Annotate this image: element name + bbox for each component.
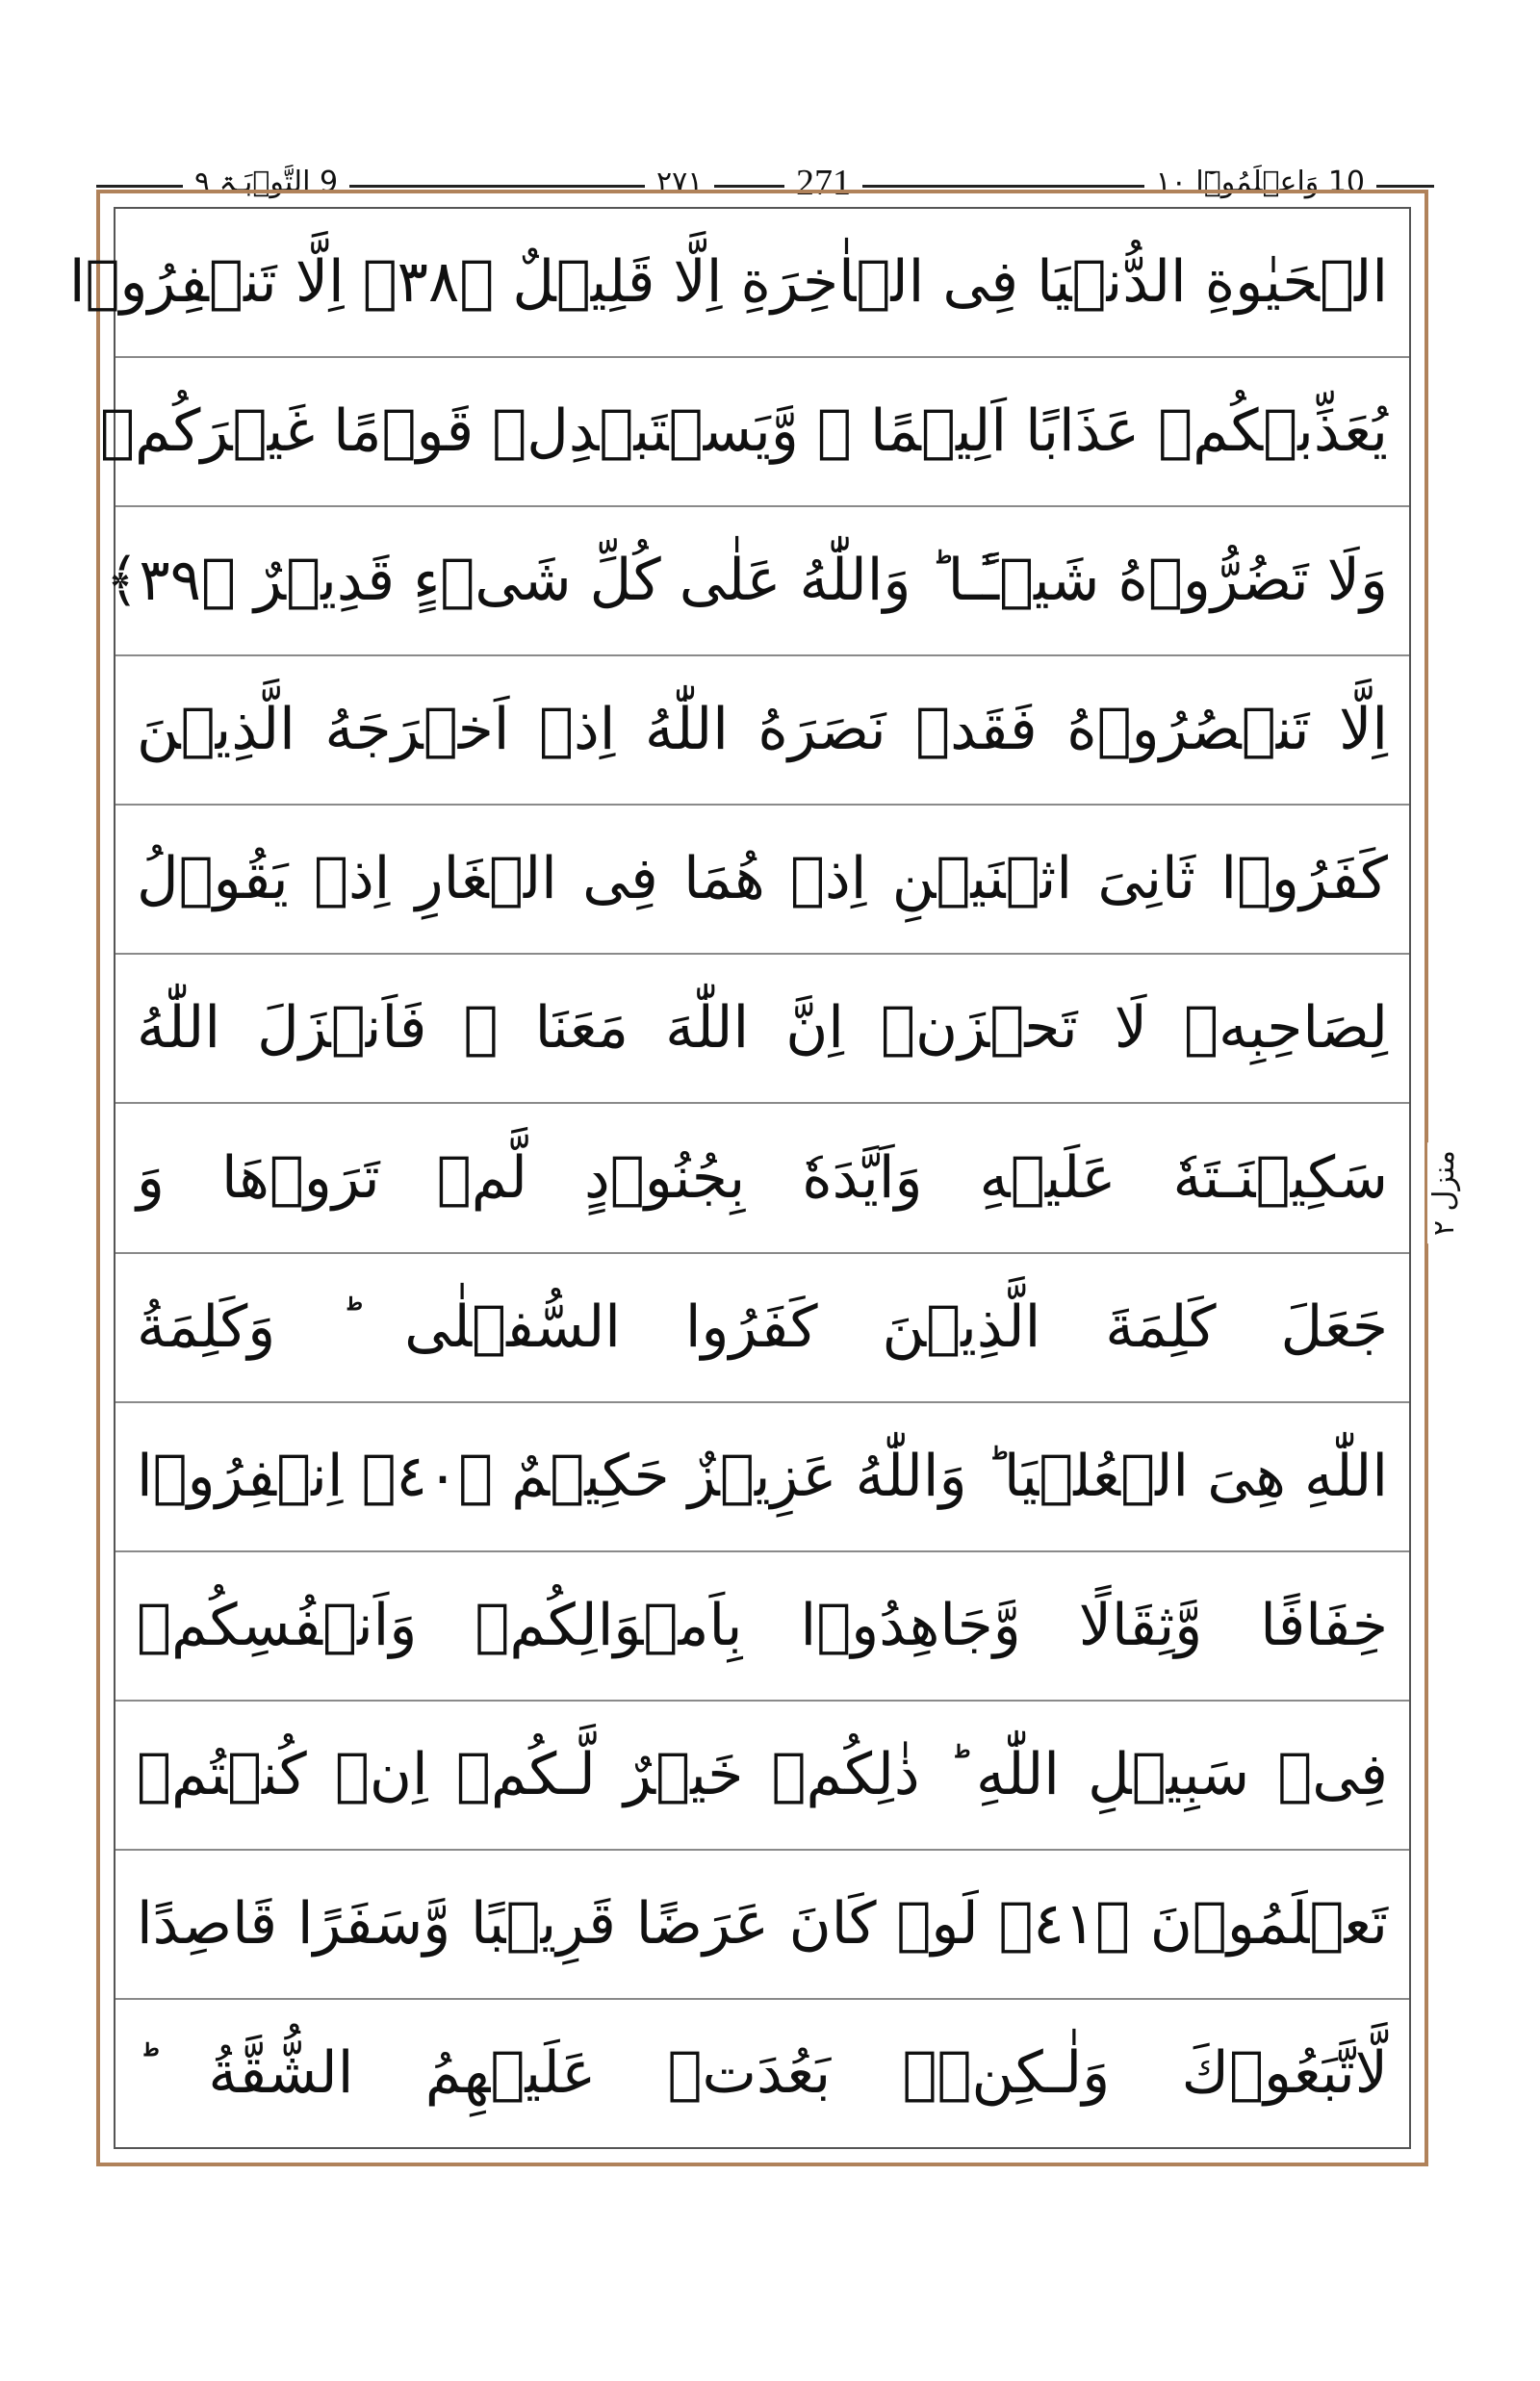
- verse-text: وَلَا تَضُرُّوۡهُ شَيۡـًٔـا ؕ وَاللّٰهُ عَلٰى كُلِّ شَىۡءٍ قَدِيۡرٌ ﴿٣٩﴾: [105, 547, 1388, 615]
- text-line: [116, 656, 1409, 806]
- verse-text: تَعۡلَمُوۡنَ ﴿٤١﴾ لَوۡ كَانَ عَرَضًا قَرِيۡبًا وَّسَفَرًا قَاصِدًا: [137, 1889, 1389, 1958]
- text-line: [68, 209, 1409, 358]
- text-line: [116, 1702, 1409, 1851]
- manzil-marker: [1423, 1107, 1465, 1280]
- verse-text: الۡحَيٰوةِ الدُّنۡيَا فِى الۡاٰخِرَةِ اِلَّا قَلِيۡلٌ ﴿٣٨﴾ اِلَّا تَنۡفِرُوۡا: [68, 248, 1388, 317]
- text-line: [116, 1552, 1409, 1702]
- text-line: [116, 955, 1409, 1104]
- text-frame: [68, 207, 1411, 2149]
- text-line: [105, 507, 1409, 656]
- manzil-label: منزل ٢: [1427, 1142, 1461, 1243]
- text-line: [99, 358, 1409, 507]
- text-line: [116, 1254, 1409, 1403]
- verse-text: لِصَاحِبِهٖ لَا تَحۡزَنۡ اِنَّ اللّٰهَ مَعَنَا ۚ فَاَنۡزَلَ اللّٰهُ: [137, 994, 1388, 1062]
- verse-text: جَعَلَ كَلِمَةَ الَّذِيۡنَ كَفَرُوا السُّفۡلٰى ؕ وَكَلِمَةُ: [137, 1293, 1388, 1361]
- verse-text: اللّٰهِ هِىَ الۡعُلۡيَا ؕ وَاللّٰهُ عَزِيۡزٌ حَكِيۡمٌ ﴿٤٠﴾ اِنۡفِرُوۡا: [137, 1442, 1388, 1510]
- verse-text: يُعَذِّبۡكُمۡ عَذَابًا اَلِيۡمًا ۙ وَّيَسۡتَبۡدِلۡ قَوۡمًا غَيۡرَكُمۡ: [99, 397, 1388, 466]
- verse-text: لَّاتَّبَعُوۡكَ وَلٰـكِنۡۢ بَعُدَتۡ عَلَيۡهِمُ الشُّقَّةُ ؕ: [137, 2038, 1388, 2107]
- verse-text: اِلَّا تَنۡصُرُوۡهُ فَقَدۡ نَصَرَهُ اللّٰهُ اِذۡ اَخۡرَجَهُ الَّذِيۡنَ: [137, 696, 1388, 764]
- text-line: [116, 2000, 1409, 2147]
- juz-label: 10 وَاعۡلَمُوۡٓا ١٠: [1144, 164, 1376, 202]
- verse-text: فِىۡ سَبِيۡلِ اللّٰهِ ؕ ذٰلِكُمۡ خَيۡرٌ لَّـكُمۡ اِنۡ كُنۡتُمۡ: [137, 1740, 1388, 1808]
- page-number: 271: [784, 164, 862, 202]
- text-line: [116, 1851, 1409, 2000]
- verse-text: خِفَافًا وَّثِقَالًا وَّجَاهِدُوۡا بِاَمۡوَالِكُمۡ وَاَنۡفُسِكُمۡ: [137, 1591, 1388, 1659]
- text-line: [116, 806, 1409, 955]
- surah-label: 9 التَّوۡبَـۃ ٩: [183, 164, 349, 202]
- verse-text: سَكِيۡنَـتَهٗ عَلَيۡهِ وَاَيَّدَهٗ بِجُنُوۡدٍ لَّمۡ تَرَوۡهَا وَ: [137, 1143, 1388, 1212]
- text-line: [116, 1403, 1409, 1552]
- verse-text: كَفَرُوۡا ثَانِىَ اثۡنَيۡنِ اِذۡ هُمَا فِى الۡغَارِ اِذۡ يَقُوۡلُ: [137, 845, 1388, 913]
- text-line: [116, 1104, 1409, 1253]
- page-number-arabic: ٢٧١: [645, 164, 714, 202]
